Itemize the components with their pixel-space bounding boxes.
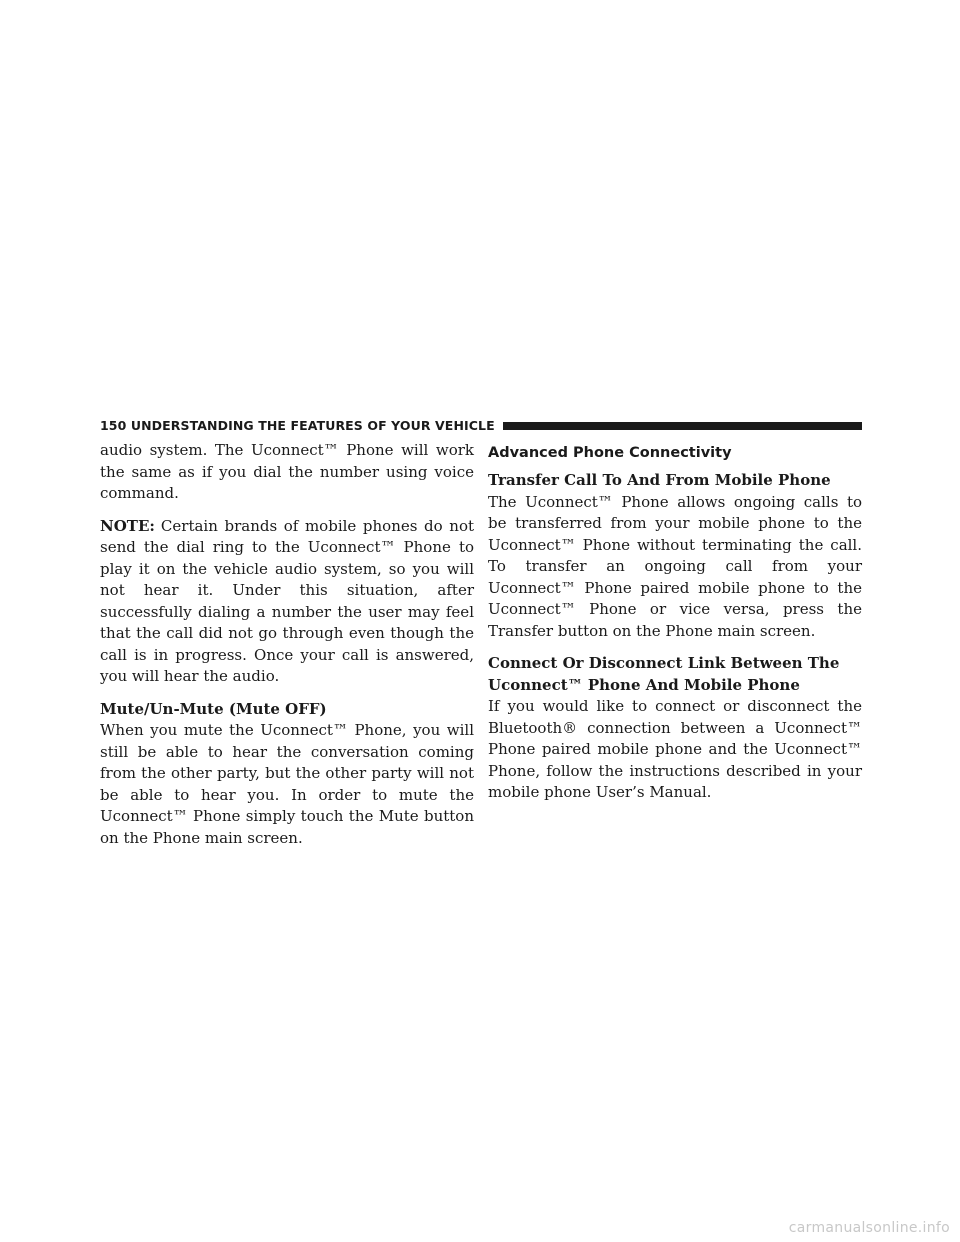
mute-heading: Mute/Un-Mute (Mute OFF) bbox=[100, 699, 327, 718]
watermark: carmanualsonline.info bbox=[788, 1220, 950, 1236]
note-label: NOTE: bbox=[100, 516, 155, 535]
header-text bbox=[100, 417, 503, 435]
intro-paragraph: audio system. The Uconnect™ Phone will work the same as if you dial the number using voice command. bbox=[100, 441, 474, 502]
running-title: UNDERSTANDING THE FEATURES OF YOUR VEHICLE bbox=[130, 418, 495, 433]
transfer-paragraph: The Uconnect™ Phone allows ongoing calls to be transferred from your mobile phone to the Uconnect™ Phone without terminating the call. To transfer an ongoing call from your Uconnect™ Phone paired mobile phone to the Uconnect™ Phone or vice versa, press the Transfer button on the Phone main screen. bbox=[488, 492, 862, 640]
section-title: Advanced Phone Connectivity bbox=[488, 445, 732, 461]
note-text: Certain brands of mobile phones do not send the dial ring to the Uconnect™ Phone to play it on the vehicle audio system, so you will not hear it. Under this situation, after successfully dialing a number the user may feel that the call did not go through even though the call is in progress. Once your call is answered, you will hear the audio. bbox=[100, 516, 474, 685]
note-paragraph bbox=[100, 516, 474, 688]
left-column bbox=[100, 440, 474, 860]
header-rule bbox=[466, 422, 862, 430]
page-number: 150 bbox=[100, 418, 127, 433]
right-column bbox=[488, 440, 862, 815]
connect-paragraph: If you would like to connect or disconnect the Bluetooth® connection between a Uconnect™ Phone paired mobile phone and the Uconnect™ Phone, follow the instructions described in your mobile phone User’s Manual. bbox=[488, 697, 862, 801]
page-header bbox=[100, 417, 862, 435]
transfer-heading: Transfer Call To And From Mobile Phone bbox=[488, 471, 831, 489]
connect-heading: Connect Or Disconnect Link Between The Uconnect™ Phone And Mobile Phone bbox=[488, 654, 840, 694]
mute-paragraph: When you mute the Uconnect™ Phone, you will still be able to hear the conversation coming from the other party, but the other party will not be able to hear you. In order to mute the Uconnect™ Phone simply touch the Mute button on the Phone main screen. bbox=[100, 721, 474, 847]
